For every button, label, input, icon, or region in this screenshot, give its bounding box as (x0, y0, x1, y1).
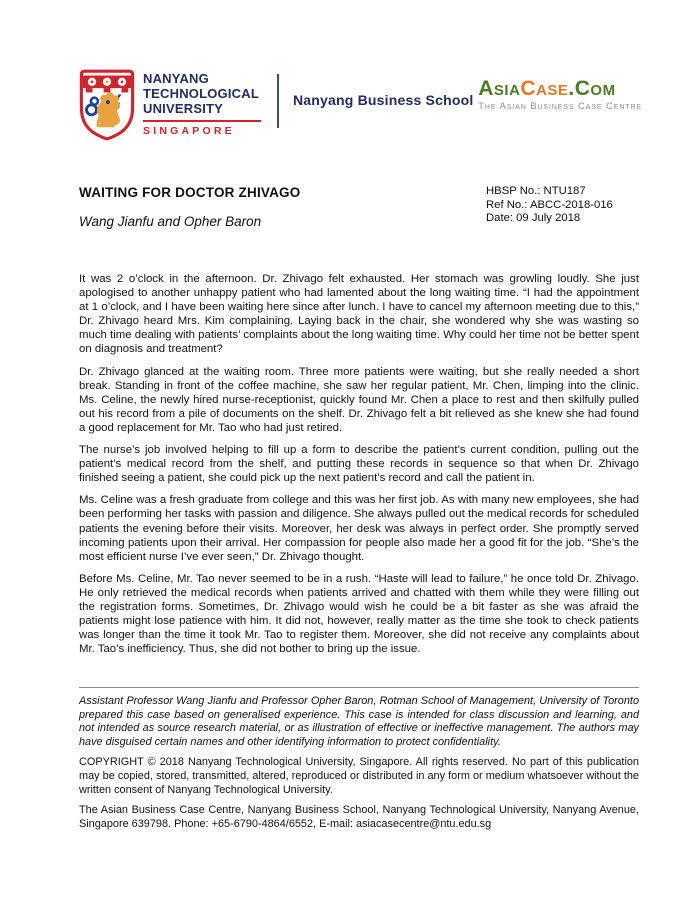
ntu-name-line2: TECHNOLOGICAL (143, 86, 259, 101)
ntu-red-divider (143, 120, 261, 122)
case-date: Date: 09 July 2018 (486, 212, 581, 224)
ntu-logo (78, 69, 261, 141)
ntu-wordmark (143, 71, 261, 137)
title-and-authors (79, 185, 300, 229)
ntu-country-label: SINGAPORE (143, 125, 235, 137)
document-footer (79, 687, 639, 838)
copyright-note: COPYRIGHT © 2018 Nanyang Technological University, Singapore. All rights reserved. No part of this publication may be copied, stored, transmitted, altered, reproduced or distributed in any form or medium whatsoever without the written consent of Nanyang Technological University. (79, 756, 639, 796)
ref-number: Ref No.: ABCC-2018-016 (486, 198, 613, 211)
body-paragraph-3: The nurse’s job involved helping to fill up a form to describe the patient’s current condition, pulling out the patient’s medical record from the shelf, and putting these records in sequence so that when Dr. Zhivago finished seeing a patient, she could pick up the next patient’s record and call the patient in. (79, 444, 639, 485)
ntu-name-line1: NANYANG (143, 71, 209, 86)
contact-note: The Asian Business Case Centre, Nanyang Business School, Nanyang Technological University, Nanyang Avenue, Singapore 639798. Phone: +65-6790-4864/6552, E-mail: asiacasecentre@ntu.edu.sg (79, 804, 639, 830)
asiacase-part-case: Case (520, 77, 569, 100)
ntu-name-line3: UNIVERSITY (143, 101, 224, 116)
header-vertical-divider (277, 74, 279, 128)
footer-divider (79, 687, 639, 688)
reference-block (486, 185, 638, 226)
attribution-note: Assistant Professor Wang Jianfu and Professor Opher Baron, Rotman School of Management, University of Toronto prepared this case based on generalised experience. This case is intended for class discussion and learning, and not intended as source research material, or as illustration of effective or ineffective management. The authors may have disguised certain names and other identifying information to protect confidentiality. (79, 695, 639, 748)
document-header (78, 69, 642, 141)
crest-rosettes (88, 78, 126, 86)
page-title: WAITING FOR DOCTOR ZHIVAGO (79, 185, 301, 200)
body-paragraph-5: Before Ms. Celine, Mr. Tao never seemed to be in a rush. “Haste will lead to failure,” he once told Dr. Zhivago. He only retrieved the medical records when patients arrived and chatted with them while they were filling out the registration forms. Sometimes, Dr. Zhivago would wish he could be a bit faster as she was afraid the patients might lose patience with him. It did not, however, really matter as the time she took to check patients was longer than the time it took Mr. Tao to register them. Moreover, she did not receive any complaints about Mr. Tao’s inefficiency. Thus, she did not bother to bring up the issue. (79, 572, 639, 656)
body-paragraph-4: Ms. Celine was a fresh graduate from college and this was her first job. As with many new employees, she had been performing her tasks with passion and diligence. She always pulled out the medical records for scheduled patients the evening before their visits. Moreover, her desk was always in perfect order. She promptly served incoming patients upon their arrival. Her compassion for people also made her a good fit for the job. “She’s the most efficient nurse I’ve ever seen,” Dr. Zhivago thought. (79, 494, 639, 563)
asiacase-part-asia: Asia (478, 77, 521, 100)
case-body (79, 272, 639, 664)
hbsp-number: HBSP No.: NTU187 (486, 185, 586, 197)
ntu-crest-icon (78, 69, 136, 141)
asiacase-part-com: .Com (568, 77, 616, 100)
authors-line: Wang Jianfu and Opher Baron (79, 214, 262, 229)
asiacase-logo (478, 78, 642, 112)
asiacase-subtitle: The Asian Business Case Centre (478, 101, 642, 112)
body-paragraph-2: Dr. Zhivago glanced at the waiting room. Three more patients were waiting, but she really needed a short break. Standing in front of the coffee machine, she saw her regular patient, Mr. Chen, limping into the clinic. Ms. Celine, the newly hired nurse-receptionist, quickly found Mr. Chen a place to rest and then skilfully pulled out his record from a pile of documents on the shelf. Dr. Zhivago felt a bit relieved as she knew she had found a good replacement for Mr. Tao who had just retired. (79, 365, 639, 434)
title-block (79, 185, 638, 229)
asiacase-wordmark (478, 78, 642, 100)
school-name: Nanyang Business School (293, 92, 474, 108)
body-paragraph-1: It was 2 o’clock in the afternoon. Dr. Zhivago felt exhausted. Her stomach was growling loudly. She just apologised to another unhappy patient who had lamented about the long waiting time. “I had the appointment at 1 o’clock, and I have been waiting here since after lunch. I have to cancel my afternoon meeting due to this,” Dr. Zhivago heard Mrs. Kim complaining. Laying back in the chair, she wondered why she was wasting so much time dealing with patients’ complaints about the long waiting time. Why could her time not be better spent on diagnosis and treatment? (79, 273, 639, 356)
